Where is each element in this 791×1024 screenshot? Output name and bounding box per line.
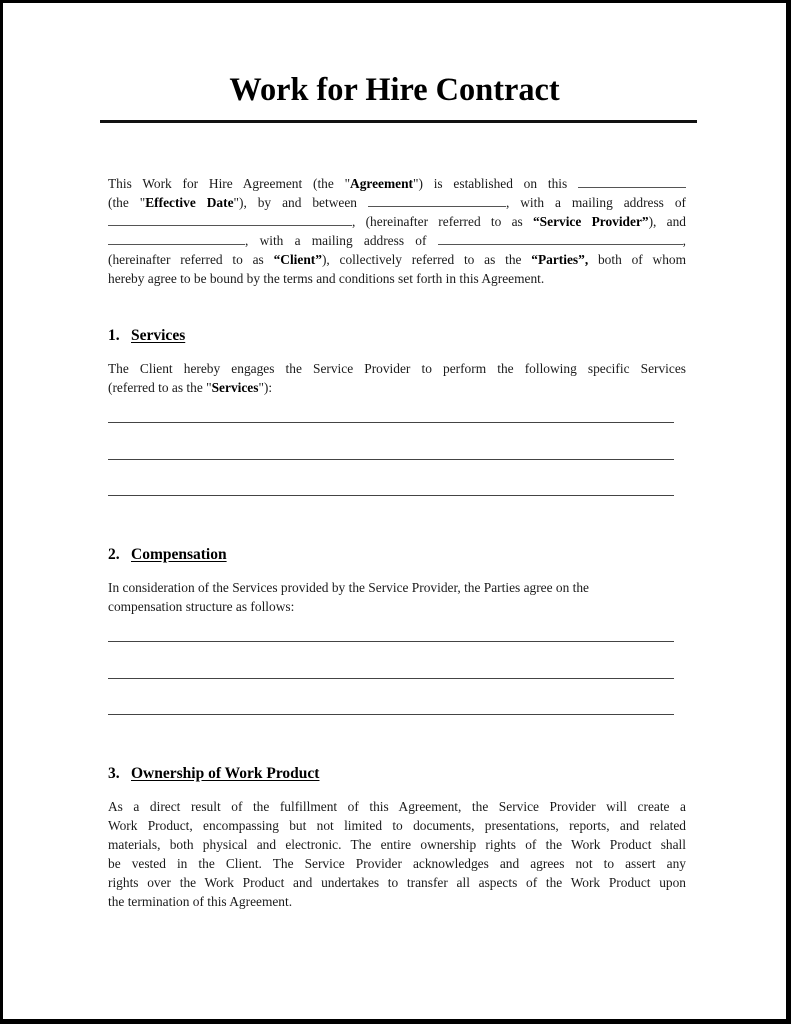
text: This Work for Hire Agreement (the ": [108, 176, 351, 191]
section-number: 3.: [108, 765, 120, 782]
ownership-line-6: the termination of this Agreement.: [108, 894, 293, 909]
text: , with a mailing address of: [245, 233, 427, 248]
section-title: Ownership of Work Product: [131, 765, 320, 782]
section-title: Services: [131, 327, 186, 344]
client-address-blank[interactable]: [438, 231, 683, 245]
text: ), collectively referred to as the: [321, 252, 532, 267]
text: (referred to as the ": [108, 380, 212, 395]
section-heading-ownership: [108, 764, 319, 784]
text: ), and: [648, 214, 686, 229]
section-number: 1.: [108, 327, 120, 344]
parties-term: “Parties”,: [531, 252, 589, 267]
text: (the ": [108, 195, 146, 210]
compensation-fill-line-3[interactable]: [108, 714, 674, 715]
ownership-line-2: Work Product, encompassing but not limited to documents, presentations, reports, and related: [108, 818, 686, 833]
text: "), by and between: [233, 195, 357, 210]
section-number: 2.: [108, 546, 120, 563]
text: , (hereinafter referred to as: [352, 214, 533, 229]
intro-line-3: [108, 212, 686, 231]
service-provider-address-blank[interactable]: [108, 212, 352, 226]
effective-date-blank[interactable]: [578, 174, 686, 188]
services-fill-line-1[interactable]: [108, 422, 674, 423]
intro-line-5: [108, 250, 686, 269]
compensation-line-1: In consideration of the Services provided by the Service Provider, the Parties agree on the: [108, 580, 590, 595]
text: ,: [682, 233, 686, 248]
compensation-line-2: compensation structure as follows:: [108, 599, 295, 614]
section-heading-compensation: [108, 545, 227, 565]
title-rule: [100, 120, 697, 123]
agreement-term: Agreement: [350, 176, 414, 191]
text: both of whom: [588, 252, 686, 267]
service-provider-name-blank[interactable]: [368, 193, 506, 207]
section-title: Compensation: [131, 546, 227, 563]
services-fill-line-3[interactable]: [108, 495, 674, 496]
ownership-line-1: As a direct result of the fulfillment of this Agreement, the Service Provider will create a: [108, 799, 686, 814]
services-line-1: The Client hereby engages the Service Provider to perform the following specific Services: [108, 361, 686, 376]
client-name-blank[interactable]: [108, 231, 245, 245]
text: (hereinafter referred to as: [108, 252, 274, 267]
document-title: Work for Hire Contract: [229, 72, 560, 108]
intro-line-6: hereby agree to be bound by the terms and conditions set forth in this Agreement.: [108, 271, 545, 286]
text: ") is established on this: [413, 176, 568, 191]
compensation-fill-line-1[interactable]: [108, 641, 674, 642]
client-term: “Client”: [273, 252, 322, 267]
services-term: Services: [211, 380, 259, 395]
effective-date-term: Effective Date: [145, 195, 234, 210]
intro-line-4: [108, 231, 686, 250]
ownership-line-5: rights over the Work Product and undertakes to transfer all aspects of the Work Product upon: [108, 875, 686, 890]
ownership-line-3: materials, both physical and electronic. The entire ownership rights of the Work Product shall: [108, 837, 686, 852]
services-line-2: [108, 378, 686, 397]
services-fill-line-2[interactable]: [108, 459, 674, 460]
ownership-line-4: be vested in the Client. The Service Provider acknowledges and agrees not to assert any: [108, 856, 686, 871]
text: , with a mailing address of: [505, 195, 686, 210]
intro-line-2: [108, 193, 686, 212]
text: "):: [258, 380, 273, 395]
compensation-fill-line-2[interactable]: [108, 678, 674, 679]
intro-line-1: [108, 174, 686, 193]
service-provider-term: “Service Provider”: [532, 214, 649, 229]
section-heading-services: [108, 326, 185, 346]
document-page: [3, 3, 786, 1019]
